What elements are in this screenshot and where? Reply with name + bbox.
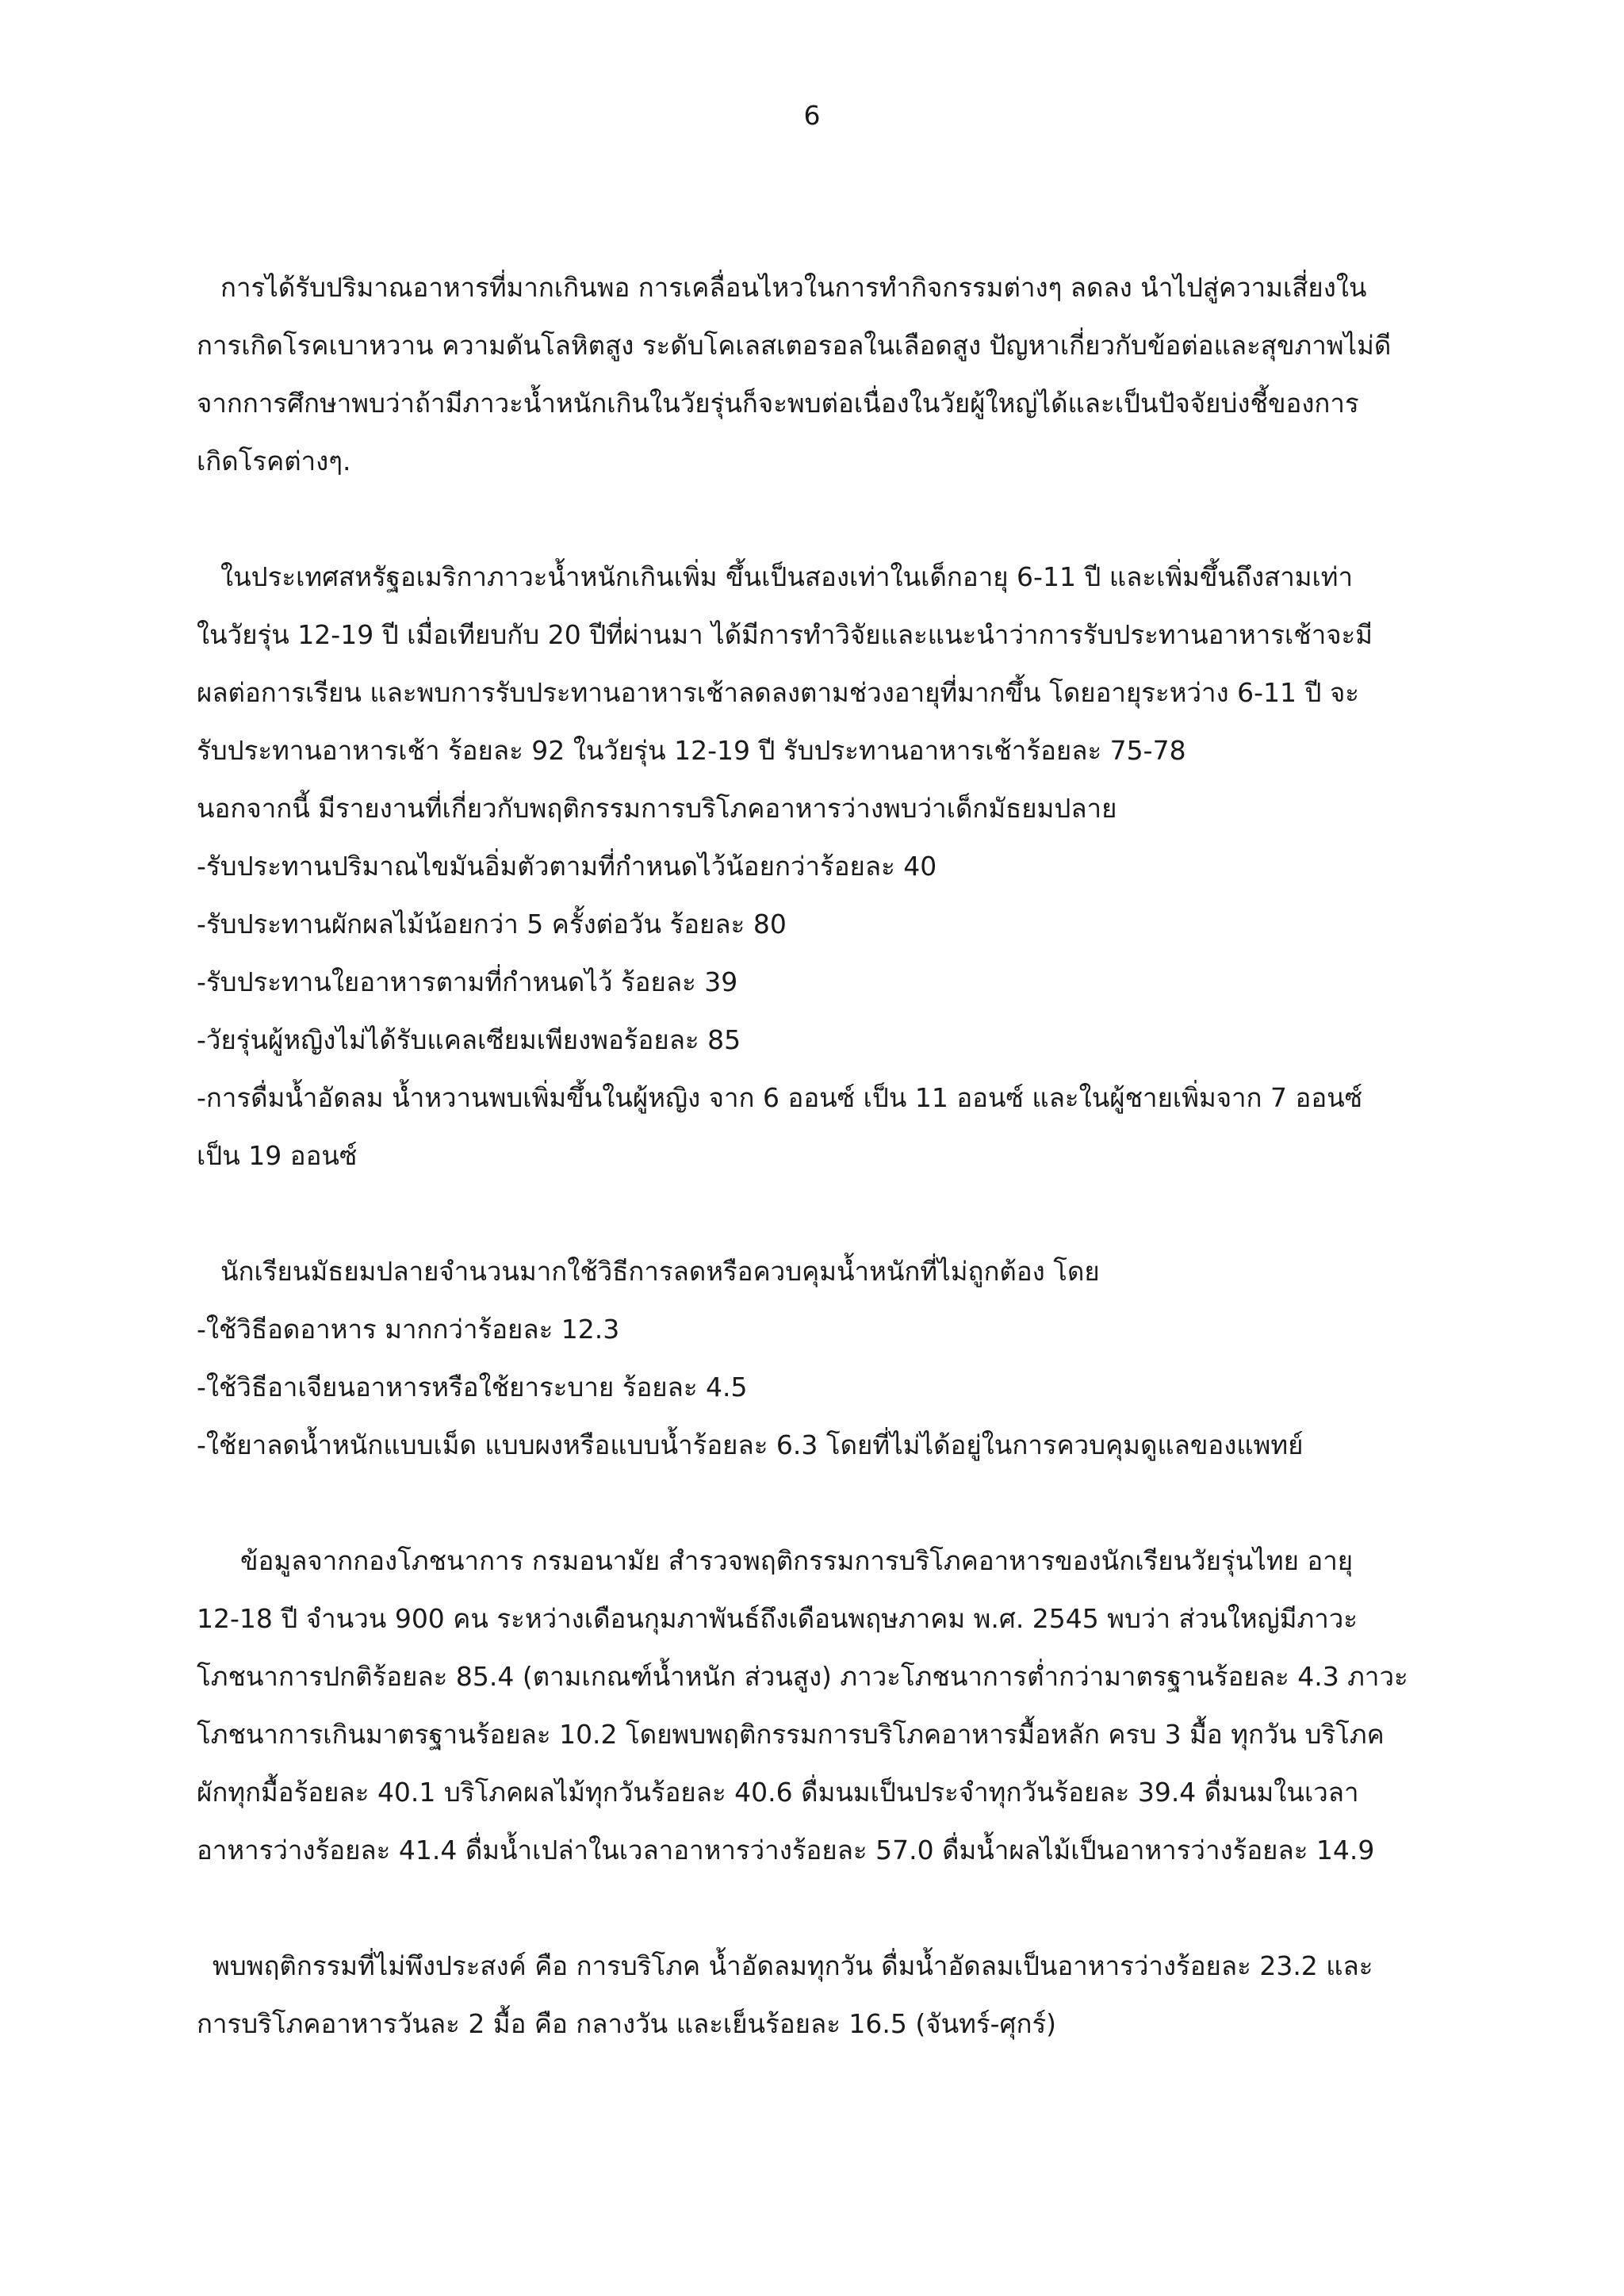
paragraph-line: อาหารว่างร้อยละ 41.4 ดื่มน้ำเปล่าในเวลาอาหารว่างร้อยละ 57.0 ดื่มน้ำผลไม้เป็นอาหารว่างร้อยละ 14.9: [197, 1835, 1375, 1866]
list-item: -ใช้ยาลดน้ำหนักแบบเม็ด แบบผงหรือแบบน้ำร้อยละ 6.3 โดยที่ไม่ได้อยู่ในการควบคุมดูแลของแพทย์: [197, 1429, 1304, 1460]
paragraph-line: นักเรียนมัธยมปลายจำนวนมากใช้วิธีการลดหรือควบคุมน้ำหนักที่ไม่ถูกต้อง โดย: [220, 1256, 1100, 1287]
page-number: 6: [803, 100, 821, 131]
paragraph-line: ในวัยรุ่น 12-19 ปี เมื่อเทียบกับ 20 ปีที่ผ่านมา ได้มีการทำวิจัยและแนะนำว่าการรับประทานอาหารเช้าจะมี: [197, 619, 1373, 650]
list-item: -รับประทานใยอาหารตามที่กำหนดไว้ ร้อยละ 39: [197, 966, 738, 997]
list-item: -ใช้วิธีอาเจียนอาหารหรือใช้ยาระบาย ร้อยละ 4.5: [197, 1372, 748, 1402]
paragraph-line: จากการศึกษาพบว่าถ้ามีภาวะน้ำหนักเกินในวัยรุ่นก็จะพบต่อเนื่องในวัยผู้ใหญ่ได้และเป็นปัจจัยบ่งชี้ของการ: [197, 388, 1359, 419]
list-item: -ใช้วิธีอดอาหาร มากกว่าร้อยละ 12.3: [197, 1314, 620, 1345]
list-item: -รับประทานผักผลไม้น้อยกว่า 5 ครั้งต่อวัน ร้อยละ 80: [197, 909, 787, 939]
paragraph-undesirable-behavior: [197, 1937, 1430, 2053]
paragraph-line: ผลต่อการเรียน และพบการรับประทานอาหารเช้าลดลงตามช่วงอายุที่มากขึ้น โดยอายุระหว่าง 6-11 ปี จะ: [197, 677, 1360, 708]
paragraph-line: รับประทานอาหารเช้า ร้อยละ 92 ในวัยรุ่น 12-19 ปี รับประทานอาหารเช้าร้อยละ 75-78: [197, 735, 1186, 766]
list-item: -วัยรุ่นผู้หญิงไม่ได้รับแคลเซียมเพียงพอร้อยละ 85: [197, 1024, 741, 1055]
paragraph-line: โภชนาการปกติร้อยละ 85.4 (ตามเกณฑ์น้ำหนัก ส่วนสูง) ภาวะโภชนาการต่ำกว่ามาตรฐานร้อยละ 4.3 ภาวะ: [197, 1661, 1408, 1692]
paragraph-line: ในประเทศสหรัฐอเมริกาภาวะน้ำหนักเกินเพิ่ม ขึ้นเป็นสองเท่าในเด็กอายุ 6-11 ปี และเพิ่มขึ้นถึงสามเท่า: [220, 561, 1354, 592]
paragraph-risk: [197, 258, 1430, 490]
paragraph-line: เป็น 19 ออนซ์: [197, 1140, 358, 1171]
document-body: [197, 258, 1430, 2053]
paragraph-weight-control: [197, 1242, 1430, 1474]
paragraph-line: พบพฤติกรรมที่ไม่พึงประสงค์ คือ การบริโภค น้ำอัดลมทุกวัน ดื่มน้ำอัดลมเป็นอาหารว่างร้อยละ 23.2 และ: [213, 1950, 1373, 1981]
paragraph-usa: [197, 548, 1430, 1184]
paragraph-line: เกิดโรคต่างๆ.: [197, 446, 351, 476]
paragraph-line: ผักทุกมื้อร้อยละ 40.1 บริโภคผลไม้ทุกวันร้อยละ 40.6 ดื่มนมเป็นประจำทุกวันร้อยละ 39.4 ดื่มนมในเวลา: [197, 1777, 1359, 1808]
list-item: -การดื่มน้ำอัดลม น้ำหวานพบเพิ่มขึ้นในผู้หญิง จาก 6 ออนซ์ เป็น 11 ออนซ์ และในผู้ชายเพิ่มจาก 7 ออนซ์: [197, 1082, 1363, 1113]
paragraph-line: โภชนาการเกินมาตรฐานร้อยละ 10.2 โดยพบพฤติกรรมการบริโภคอาหารมื้อหลัก ครบ 3 มื้อ ทุกวัน บริโภค: [197, 1719, 1385, 1750]
paragraph-line: 12-18 ปี จำนวน 900 คน ระหว่างเดือนกุมภาพันธ์ถึงเดือนพฤษภาคม พ.ศ. 2545 พบว่า ส่วนใหญ่มีภาวะ: [197, 1603, 1358, 1634]
paragraph-line: การได้รับปริมาณอาหารที่มากเกินพอ การเคลื่อนไหวในการทำกิจกรรมต่างๆ ลดลง นำไปสู่ความเสี่ยงใน: [220, 272, 1367, 303]
paragraph-thai-survey: [197, 1532, 1430, 1879]
list-item: -รับประทานปริมาณไขมันอิ่มตัวตามที่กำหนดไว้น้อยกว่าร้อยละ 40: [197, 851, 937, 882]
paragraph-line: การบริโภคอาหารวันละ 2 มื้อ คือ กลางวัน และเย็นร้อยละ 16.5 (จันทร์-ศุกร์): [197, 2008, 1057, 2039]
paragraph-line: นอกจากนี้ มีรายงานที่เกี่ยวกับพฤติกรรมการบริโภคอาหารว่างพบว่าเด็กมัธยมปลาย: [197, 793, 1117, 824]
paragraph-line: ข้อมูลจากกองโภชนาการ กรมอนามัย สำรวจพฤติกรรมการบริโภคอาหารของนักเรียนวัยรุ่นไทย อายุ: [240, 1545, 1354, 1576]
paragraph-line: การเกิดโรคเบาหวาน ความดันโลหิตสูง ระดับโคเลสเตอรอลในเลือดสูง ปัญหาเกี่ยวกับข้อต่อและสุขภาพไม่ดี: [197, 330, 1392, 361]
